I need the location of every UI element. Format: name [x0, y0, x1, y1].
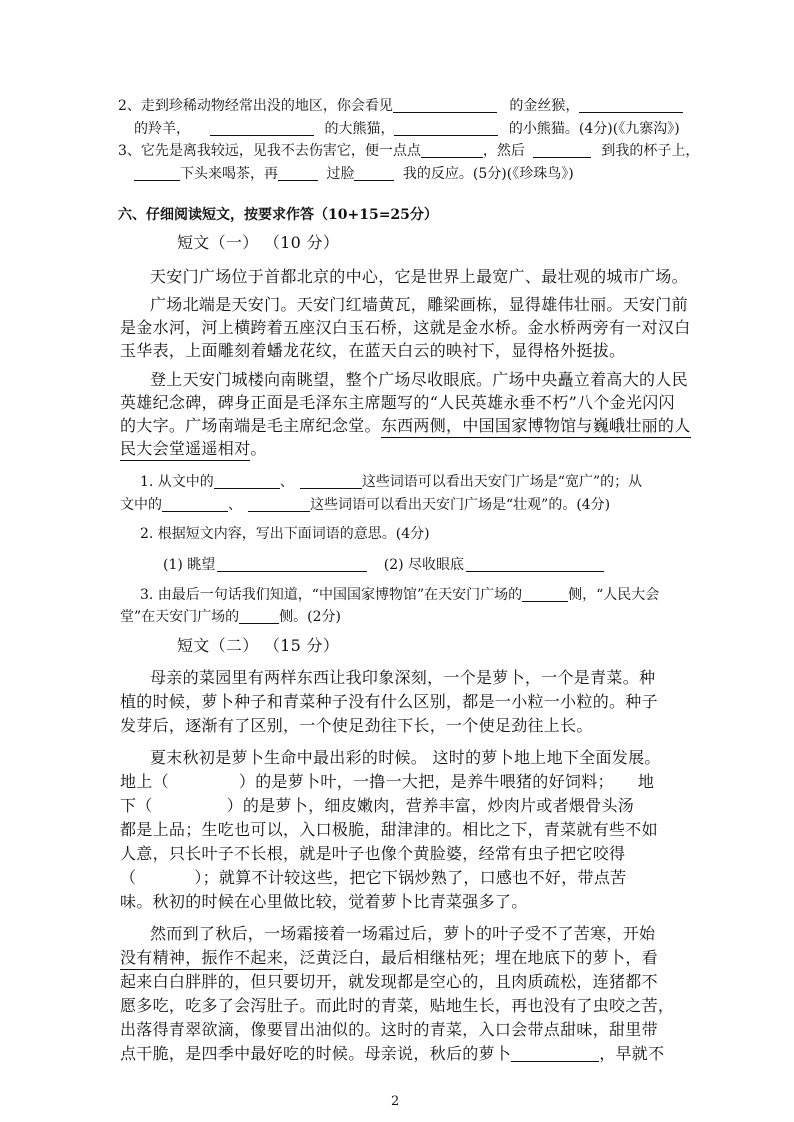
answer-blank[interactable] [354, 166, 394, 181]
text: 这些词语可以看出天安门广场是“宽广”的；从 [361, 474, 643, 490]
text: 点干脆，是四季中最好吃的时候。母亲说，秋后的萝卜 [120, 1044, 512, 1063]
answer-blank[interactable] [522, 587, 568, 602]
question-3-line1 [118, 143, 699, 158]
underlined-phrase: 没有精神，振作不起来 [120, 948, 283, 970]
passage-2-paragraph: 出落得青翠欲滴，像要冒出油似的。这时的青菜，入口会带点甜味，甜里带 [120, 1020, 658, 1039]
text: 到我的杯子上， [601, 143, 700, 159]
text: 的金丝猴， [509, 98, 580, 114]
answer-blank[interactable] [210, 121, 314, 136]
passage-2-paragraph: 发芽后，逐渐有了区别，一个使足劲往下长，一个使足劲往上长。 [120, 716, 593, 735]
passage-1-question-2-items [163, 557, 604, 572]
passage-2-paragraph [120, 798, 634, 814]
passage-2-paragraph: 愿多吃，吃多了会泻肚子。而此时的青菜，贴地生长，再也没有了虫咬之苦， [120, 996, 675, 1015]
text: ）的是萝卜叶，一撸一大把，是养牛喂猪的好饲料； [238, 772, 614, 791]
answer-blank[interactable] [421, 143, 483, 158]
text: 1. 从文中的 [140, 474, 214, 490]
passage-1-paragraph [120, 418, 691, 434]
answer-blank[interactable] [394, 121, 498, 136]
text: 2、走到珍稀动物经常出没的地区，你会看见 [118, 98, 393, 114]
passage-1-paragraph: 玉华表，上面雕刻着蟠龙花纹，在蓝天白云的映衬下，显得格外挺拔。 [120, 341, 626, 360]
text: 下头来喝茶，再 [180, 166, 278, 182]
answer-blank[interactable] [134, 166, 180, 181]
text: 3. 由最后一句话我们知道，“中国国家博物馆”在天安门广场的 [140, 587, 523, 603]
passage-1-paragraph: 是金水河，河上横跨着五座汉白玉石桥，这就是金水桥。金水桥两旁有一对汉白 [120, 318, 691, 337]
text: (1) 眺望 [163, 557, 216, 573]
answer-blank[interactable] [533, 143, 591, 158]
passage-1-paragraph [120, 441, 267, 457]
passage-2-paragraph: 起来白白胖胖的，但只要切开，就发现都是空心的，且肉质疏松，连猪都不 [120, 972, 658, 991]
answer-blank[interactable] [248, 497, 310, 512]
text: 地上（ [120, 772, 169, 791]
text: （ [120, 868, 137, 887]
question-3-line2 [134, 166, 574, 181]
text: 过脸 [326, 166, 355, 182]
text: 我的反应。(5分)(《珍珠鸟》) [402, 166, 574, 182]
passage-1-question-3-line2 [120, 609, 341, 624]
underlined-sentence: 民大会堂遥遥相对 [120, 439, 250, 461]
passage-1-paragraph: 英雄纪念碑，碑身正面是毛泽东主席题写的“人民英雄永垂不朽”八个金光闪闪 [120, 393, 675, 412]
answer-blank[interactable] [162, 497, 228, 512]
passage-2-paragraph [120, 774, 654, 790]
text: ，泛黄泛白，最后相继枯死；埋在地底下的萝卜，看 [283, 948, 658, 967]
passage-1-question-1-line2 [120, 497, 610, 512]
answer-blank[interactable] [393, 98, 497, 113]
text: ）；就算不计较这些，把它下锅炒熟了，口感也不好，带点苦 [194, 868, 627, 887]
passage-2-paragraph: 植的时候，萝卜种子和青菜种子没有什么区别，都是一小粒一小粒的。种子 [120, 692, 658, 711]
answer-blank[interactable] [466, 557, 604, 572]
passage-2-paragraph: 母亲的菜园里有两样东西让我印象深刻，一个是萝卜，一个是青菜。种 [150, 668, 656, 687]
answer-blank[interactable] [511, 1047, 599, 1062]
text: 、 [228, 497, 242, 513]
text: (2) 尽收眼底 [383, 557, 465, 573]
text: 。 [250, 439, 267, 458]
text: 、 [279, 474, 294, 490]
passage-2-paragraph [120, 950, 658, 966]
passage-1-paragraph: 登上天安门城楼向南眺望，整个广场尽收眼底。广场中央矗立着高大的人民 [150, 370, 688, 389]
passage-2-paragraph [120, 1046, 664, 1062]
answer-blank[interactable] [579, 98, 683, 113]
answer-blank[interactable] [217, 557, 367, 572]
text: 的大熊猫， [324, 121, 395, 137]
text: 这些词语可以看出天安门广场是“壮观”的。(4分) [310, 497, 611, 513]
passage-1-title: 短文（一） （10 分） [177, 233, 340, 252]
text: 堂”在天安门广场的 [120, 609, 240, 625]
passage-1-question-2: 2. 根据短文内容，写出下面词语的意思。(4分) [140, 526, 430, 542]
answer-blank[interactable] [300, 474, 362, 489]
text: 侧。(2分) [279, 609, 342, 625]
text: 的羚羊， [134, 121, 190, 137]
passage-1-question-1 [140, 474, 642, 489]
passage-2-paragraph: 然而到了秋后，一场霜接着一场霜过后，萝卜的叶子受不了苦寒，开始 [150, 924, 656, 943]
passage-1-paragraph: 天安门广场位于首都北京的中心，它是世界上最宽广、最壮观的城市广场。 [150, 267, 688, 286]
text: ，然后 [482, 143, 525, 159]
text: 的大字。广场南端是毛主席纪念堂。 [120, 416, 381, 435]
text: 的小熊猫。(4分)(《九寨沟》) [508, 121, 680, 137]
passage-2-title: 短文（二） （15 分） [177, 636, 340, 655]
underlined-sentence: 东西两侧，中国国家博物馆与巍峨壮丽的人 [381, 416, 691, 438]
text: 侧，“人民大会 [568, 587, 660, 603]
text: ，早就不 [599, 1044, 665, 1063]
passage-2-paragraph: 味。秋初的时候在心里做比较，觉着萝卜比青菜强多了。 [120, 892, 528, 911]
question-2-line2 [134, 121, 680, 136]
question-2-line1 [118, 98, 683, 113]
answer-blank[interactable] [239, 609, 279, 624]
text: 地 [637, 772, 655, 791]
passage-2-paragraph: 夏末秋初是萝卜生命中最出彩的时候。 这时的萝卜地上地下全面发展。 [150, 748, 661, 767]
passage-1-paragraph: 广场北端是天安门。天安门红墙黄瓦，雕梁画栋，显得雄伟壮丽。天安门前 [150, 295, 688, 314]
page-number: 2 [391, 1094, 400, 1109]
answer-blank[interactable] [278, 166, 318, 181]
text: 下（ [120, 796, 153, 815]
answer-blank[interactable] [214, 474, 280, 489]
passage-1-question-3 [140, 587, 659, 602]
text: 3、它先是离我较远，见我不去伤害它，便一点点 [118, 143, 421, 159]
text: 文中的 [120, 497, 162, 513]
passage-2-paragraph: 人意，只长叶子不长根，就是叶子也像个黄脸婆，经常有虫子把它咬得 [120, 844, 626, 863]
passage-2-paragraph: 都是上品；生吃也可以，入口极脆，甜津津的。相比之下，青菜就有些不如 [120, 820, 658, 839]
passage-2-paragraph [120, 870, 626, 886]
section-heading: 六、仔细阅读短文，按要求作答（10+15=25分） [118, 207, 438, 223]
text: ）的是萝卜，细皮嫩肉，营养丰富，炒肉片或者煨骨头汤 [226, 796, 635, 815]
